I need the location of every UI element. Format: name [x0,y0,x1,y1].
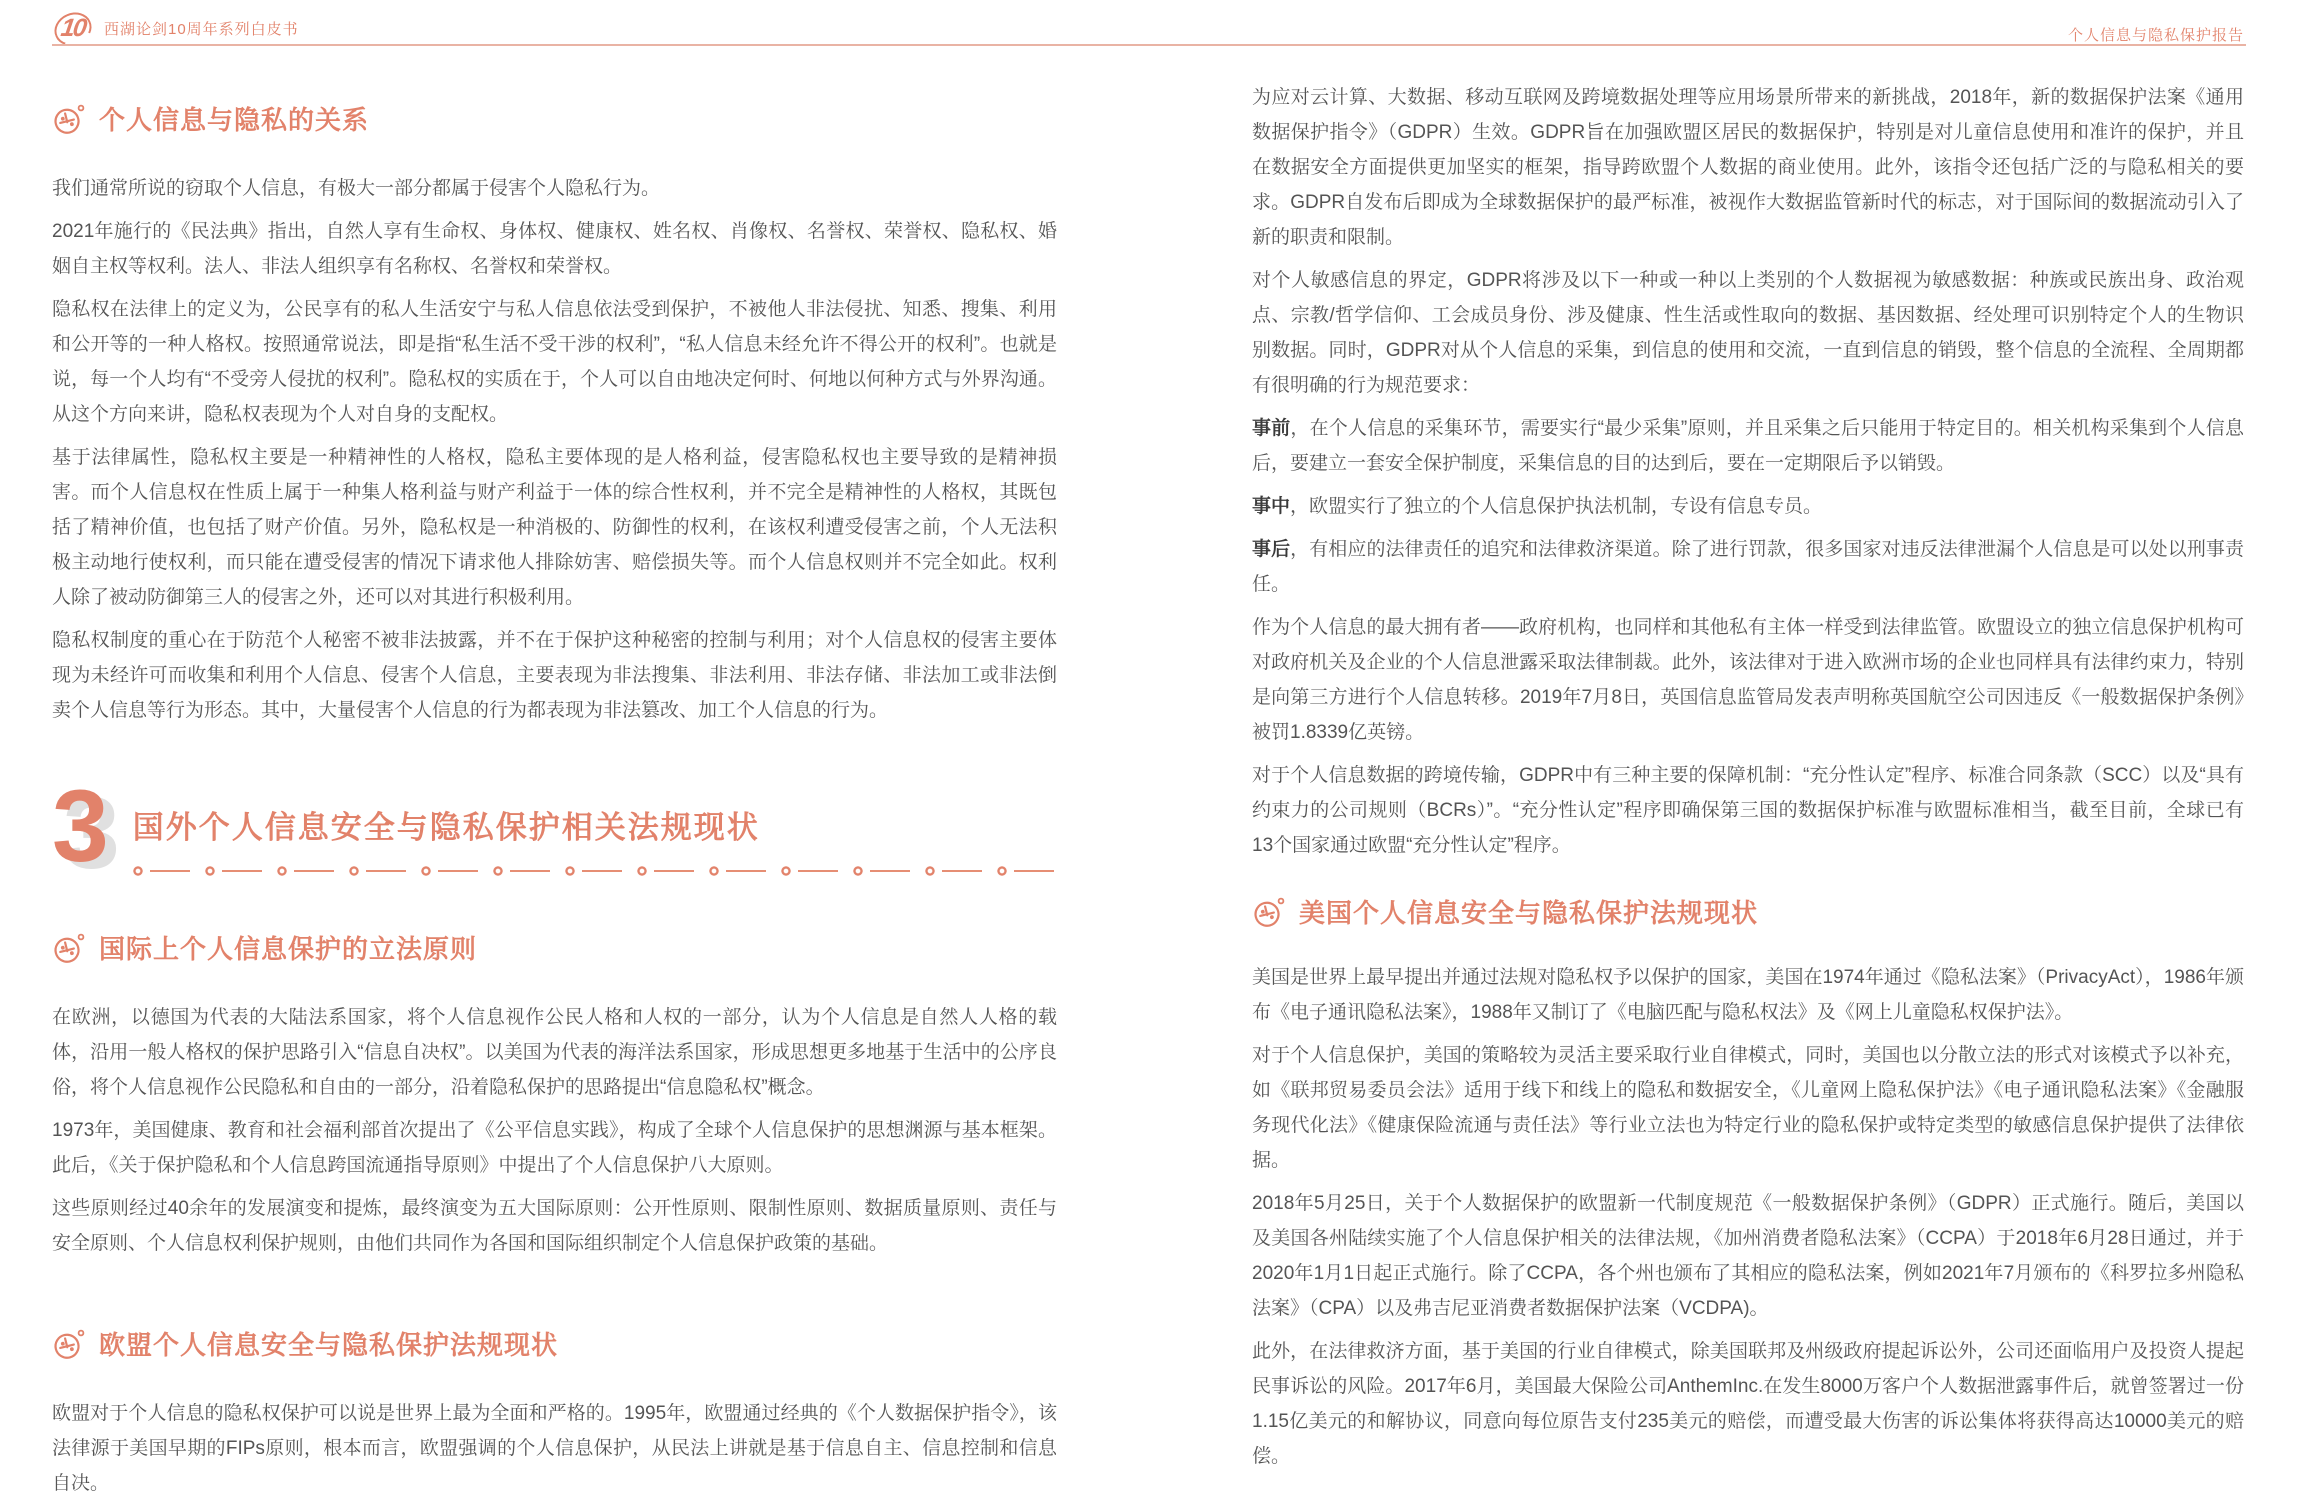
section-heading-relation [52,100,1057,137]
compass-circle-icon [52,931,86,965]
phase-text: ，在个人信息的采集环节，需要实行“最少采集”原则，并且采集之后只能用于特定目的。相关机构采集到个人信息后，要建立一套安全保护制度，采集信息的目的达到后，要在一定期限后予以销毁。 [1252,418,2244,474]
dotted-divider [133,865,1057,877]
section-title: 个人信息与隐私的关系 [99,105,370,135]
paragraph: 1973年，美国健康、教育和社会福利部首次提出了《公平信息实践》，构成了全球个人信息保护的思想渊源与基本框架。此后，《关于保护隐私和个人信息跨国流通指导原则》中提出了个人信息保护八大原则。 [52,1120,1057,1176]
section-title: 国际上个人信息保护的立法原则 [99,934,478,964]
chapter-title-block [133,780,1057,877]
paragraph: 为应对云计算、大数据、移动互联网及跨境数据处理等应用场景所带来的新挑战，2018年，新的数据保护法案《通用数据保护指令》（GDPR）生效。GDPR旨在加强欧盟区居民的数据保护，特别是对儿童信息使用和准许的保护，并且在数据安全方面提供更加坚实的框架，指导跨欧盟个人数据的商业使用。此外，该指令还包括广泛的与隐私相关的要求。GDPR自发布后即成为全球数据保护的最严标准，被视作大数据监管新时代的标志，对于国际间的数据流动引入了新的职责和限制。 [1252,87,2244,248]
paragraph: 基于法律属性，隐私权主要是一种精神性的人格权，隐私主要体现的是人格利益，侵害隐私权也主要导致的是精神损害。而个人信息权在性质上属于一种集人格利益与财产利益于一体的综合性权利，并不完全是精神性的人格权，其既包括了精神价值，也包括了财产价值。另外，隐私权是一种消极的、防御性的权利，在该权利遭受侵害之前，个人无法积极主动地行使权利，而只能在遭受侵害的情况下请求他人排除妨害、赔偿损失等。而个人信息权则并不完全如此。权利人除了被动防御第三人的侵害之外，还可以对其进行积极利用。 [52,447,1057,608]
section-title: 美国个人信息安全与隐私保护法规现状 [1299,898,1759,928]
phase-lead: 事中 [1252,496,1291,517]
header-report-title: 个人信息与隐私保护报告 [2067,27,2244,44]
paragraph: 对于个人信息数据的跨境传输，GDPR中有三种主要的保障机制：“充分性认定”程序、标准合同条款（SCC）以及“具有约束力的公司规则（BCRs）”。“充分性认定”程序即确保第三国的数据保护标准与欧盟标准相当，截至目前，全球已有13个国家通过欧盟“充分性认定”程序。 [1252,765,2244,856]
phase-lead: 事后 [1252,539,1291,560]
paragraph: 隐私权制度的重心在于防范个人秘密不被非法披露，并不在于保护这种秘密的控制与利用；对个人信息权的侵害主要体现为未经许可而收集和利用个人信息、侵害个人信息，主要表现为非法搜集、非法利用、非法存储、非法加工或非法倒卖个人信息等行为形态。其中，大量侵害个人信息的行为都表现为非法篡改、加工个人信息的行为。 [52,630,1057,721]
paragraph: 我们通常所说的窃取个人信息，有极大一部分都属于侵害个人隐私行为。 [52,178,661,199]
paragraph: 此外，在法律救济方面，基于美国的行业自律模式，除美国联邦及州级政府提起诉讼外，公司还面临用户及投资人提起民事诉讼的风险。2017年6月，美国最大保险公司AnthemInc.在发生8000万客户个人数据泄露事件后，就曾签署过一份1.15亿美元的和解协议，同意向每位原告支付235美元的赔偿，而遭受最大伤害的诉讼集体将获得高达10000美元的赔偿。 [1252,1341,2244,1467]
chapter-number: 3 [52,769,109,883]
phase-text: ，欧盟实行了独立的个人信息保护执法机制，专设有信息专员。 [1290,496,1823,517]
section-heading-us [1252,893,2244,930]
header-series-title: 西湖论剑10周年系列白皮书 [104,20,299,38]
header-left [52,10,299,46]
logo-number: 10 [59,13,87,42]
header-divider [52,44,2246,46]
anniversary-10-logo-icon [52,10,94,46]
paragraph: 作为个人信息的最大拥有者——政府机构，也同样和其他私有主体一样受到法律监管。欧盟设立的独立信息保护机构可对政府机关及企业的个人信息泄露采取法律制裁。此外，该法律对于进入欧洲市场的企业也同样具有法律约束力，特别是向第三方进行个人信息转移。2019年7月8日，英国信息监管局发表声明称英国航空公司因违反《一般数据保护条例》被罚1.8339亿英镑。 [1252,617,2244,743]
paragraph: 2018年5月25日，关于个人数据保护的欧盟新一代制度规范《一般数据保护条例》（GDPR）正式施行。随后，美国以及美国各州陆续实施了个人信息保护相关的法律法规，《加州消费者隐私法案》（CCPA）于2018年6月28日通过，并于2020年1月1日起正式施行。除了CCPA，各个州也颁布了其相应的隐私法案，例如2021年7月颁布的《科罗拉多州隐私法案》（CPA）以及弗吉尼亚消费者数据保护法案（VCDPA)。 [1252,1193,2244,1319]
paragraph: 对个人敏感信息的界定，GDPR将涉及以下一种或一种以上类别的个人数据视为敏感数据：种族或民族出身、政治观点、宗教/哲学信仰、工会成员身份、涉及健康、性生活或性取向的数据、基因数据、经处理可识别特定个人的生物识别数据。同时，GDPR对从个人信息的采集，到信息的使用和交流，一直到信息的销毁，整个信息的全流程、全周期都有很明确的行为规范要求： [1252,270,2244,396]
compass-circle-icon [52,102,86,136]
phase-paragraph [1252,532,2244,602]
paragraph: 这些原则经过40余年的发展演变和提炼，最终演变为五大国际原则：公开性原则、限制性原则、数据质量原则、责任与安全原则、个人信息权利保护规则，由他们共同作为各国和国际组织制定个人信息保护政策的基础。 [52,1198,1057,1254]
paragraph: 美国是世界上最早提出并通过法规对隐私权予以保护的国家，美国在1974年通过《隐私法案》（PrivacyAct），1986年颁布《电子通讯隐私法案》，1988年又制订了《电脑匹配与隐私权法》及《网上儿童隐私权保护法》。 [1252,967,2244,1023]
chapter-banner [52,769,1057,883]
section-heading-eu [52,1325,1057,1362]
section-heading-international [52,929,1057,966]
phase-text: ，有相应的法律责任的追究和法律救济渠道。除了进行罚款，很多国家对违反法律泄漏个人信息是可以处以刑事责任。 [1252,539,2244,595]
phase-paragraph [1252,489,2244,524]
paragraph: 在欧洲，以德国为代表的大陆法系国家，将个人信息视作公民人格和人权的一部分，认为个人信息是自然人人格的载体，沿用一般人格权的保护思路引入“信息自决权”。以美国为代表的海洋法系国家，形成思想更多地基于生活中的公序良俗，将个人信息视作公民隐私和自由的一部分，沿着隐私保护的思路提出“信息隐私权”概念。 [52,1007,1057,1098]
paragraph: 隐私权在法律上的定义为，公民享有的私人生活安宁与私人信息依法受到保护，不被他人非法侵扰、知悉、搜集、利用和公开等的一种人格权。按照通常说法，即是指“私生活不受干涉的权利”，“私人信息未经允许不得公开的权利”。也就是说，每一个人均有“不受旁人侵扰的权利”。隐私权的实质在于，个人可以自由地决定何时、何地以何种方式与外界沟通。从这个方向来讲，隐私权表现为个人对自身的支配权。 [52,299,1057,425]
left-column [52,100,1057,1509]
paragraph: 欧盟对于个人信息的隐私权保护可以说是世界上最为全面和严格的。1995年，欧盟通过经典的《个人数据保护指令》，该法律源于美国早期的FIPs原则，根本而言，欧盟强调的个人信息保护，从民法上讲就是基于信息自主、信息控制和信息自决。 [52,1403,1057,1494]
right-column [1252,80,2244,1482]
section-title: 欧盟个人信息安全与隐私保护法规现状 [99,1330,559,1360]
phase-paragraph [1252,411,2244,481]
phase-lead: 事前 [1252,418,1291,439]
paragraph: 对于个人信息保护，美国的策略较为灵活主要采取行业自律模式，同时，美国也以分散立法的形式对该模式予以补充，如《联邦贸易委员会法》适用于线下和线上的隐私和数据安全，《儿童网上隐私保护法》《电子通讯隐私法案》《金融服务现代化法》《健康保险流通与责任法》等行业立法也为特定行业的隐私保护或特定类型的敏感信息保护提供了法律依据。 [1252,1045,2244,1171]
chapter-title: 国外个人信息安全与隐私保护相关法规现状 [132,810,760,845]
compass-circle-icon [1252,895,1286,929]
compass-circle-icon [52,1327,86,1361]
paragraph: 2021年施行的《民法典》指出，自然人享有生命权、身体权、健康权、姓名权、肖像权、名誉权、荣誉权、隐私权、婚姻自主权等权利。法人、非法人组织享有名称权、名誉权和荣誉权。 [52,221,1057,277]
